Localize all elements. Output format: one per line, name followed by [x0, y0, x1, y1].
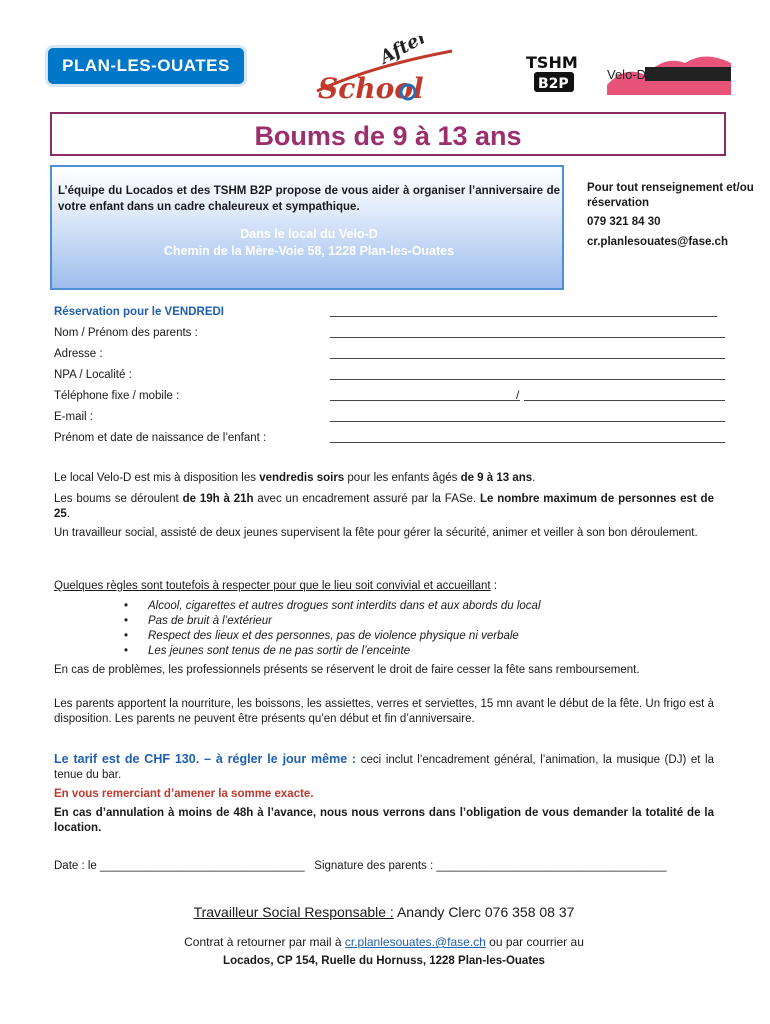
- p1-friday: vendredis soirs: [259, 472, 345, 484]
- field-label-npa: NPA / Localité :: [54, 369, 132, 381]
- paragraph-availability: [54, 471, 714, 486]
- responsible-line: [54, 904, 714, 920]
- p1-end: .: [532, 472, 536, 484]
- phone-line[interactable]: [330, 388, 725, 409]
- p2-hours: de 19h à 21h: [182, 493, 254, 505]
- date-field[interactable]: Date : le ________________________________: [54, 860, 305, 872]
- rule-item: • Respect des lieux et des personnes, pas de violence physique ni verbale: [148, 629, 708, 644]
- field-label-email: E-mail :: [54, 411, 93, 423]
- field-label-parents: Nom / Prénom des parents :: [54, 327, 198, 339]
- signature-row: [54, 859, 714, 874]
- contract-email-link[interactable]: cr.planlesouates.@fase.ch: [344, 935, 486, 949]
- rules-intro: [54, 579, 714, 594]
- rules-intro-colon: :: [490, 580, 498, 592]
- field-label-phone: Téléphone fixe / mobile :: [54, 390, 180, 402]
- contact-phone: 079 321 84 30: [587, 216, 661, 228]
- after-school-logo: [312, 36, 462, 106]
- velo-d-logo: [605, 45, 733, 105]
- school-text: School: [318, 72, 424, 105]
- rule-item: • Les jeunes sont tenus de ne pas sortir de l’enceinte: [148, 644, 708, 659]
- contract-text-a: Contrat à retourner par mail à: [184, 935, 345, 949]
- intro-text: L’équipe du Locados et des TSHM B2P propose de vous aider à organiser l’anniversaire de votre enfant dans un cadre chaleureux et sympathique.: [58, 185, 560, 213]
- field-label-address: Adresse :: [54, 348, 103, 360]
- contract-text-b: ou par courrier au: [485, 935, 584, 949]
- rules-list: [148, 599, 708, 659]
- rule-item: • Pas de bruit à l’extérieur: [148, 614, 708, 629]
- phone-slash: /: [516, 388, 520, 402]
- contact-block: [587, 181, 757, 252]
- thanks-note: En vous remerciant d’amener la somme exacte.: [54, 788, 314, 800]
- p2-end: .: [66, 508, 70, 520]
- npa-line[interactable]: [330, 367, 725, 388]
- rules-intro-text: Quelques règles sont toutefois à respecter pour que le lieu soit convivial et accueillant: [54, 580, 491, 592]
- address-line[interactable]: [330, 346, 725, 367]
- contact-email: cr.planlesouates@fase.ch: [587, 236, 728, 248]
- price-label: Le tarif est de CHF 130. – à régler le jour même :: [54, 752, 357, 766]
- after-text: After: [376, 36, 432, 69]
- location-block: [58, 226, 560, 260]
- rule-item: • Alcool, cigarettes et autres drogues sont interdits dans et aux abords du local: [148, 599, 708, 614]
- form-lines: [330, 304, 725, 451]
- responsible-name: Anandy Clerc 076 358 08 37: [393, 904, 575, 920]
- p1-age: de 9 à 13 ans: [460, 472, 533, 484]
- p2-text-a: Les boums se déroulent: [54, 493, 183, 505]
- velo-d-logo-graphic: [605, 45, 733, 105]
- price-details: ceci inclut l’encadrement général, l’animation, la musique (DJ) et la tenue du bar.: [54, 754, 714, 781]
- location-name: Dans le local du Velo-D: [240, 227, 378, 241]
- page-title: Boums de 9 à 13 ans: [254, 121, 522, 151]
- reservation-label: Réservation pour le VENDREDI: [54, 306, 224, 318]
- paragraph-supervision: Un travailleur social, assisté de deux jeunes supervisent la fête pour gérer la sécurité, animer et veiller à son bon déroulement.: [54, 527, 698, 539]
- velo-text: Velo-D: [607, 67, 647, 82]
- plan-les-ouates-badge: PLAN-LES-OUATES: [45, 45, 247, 87]
- tshm-b2p-logo-graphic: [520, 48, 590, 98]
- cancellation-note: En cas d’annulation à moins de 48h à l’avance, nous nous verrons dans l’obligation de vous demander la totalité de la location.: [54, 807, 714, 834]
- responsible-label: Travailleur Social Responsable :: [193, 904, 394, 920]
- location-address: Chemin de la Mère-Voie 58, 1228 Plan-les-Ouates: [163, 244, 455, 258]
- tshm-b2p-logo: [520, 48, 590, 98]
- signature-field[interactable]: Signature des parents : ____________________________________: [314, 860, 667, 872]
- email-line[interactable]: [330, 409, 725, 430]
- title-box: [50, 112, 726, 156]
- parents-line[interactable]: [330, 325, 725, 346]
- paragraph-price: [54, 752, 714, 783]
- form-labels: [54, 304, 334, 451]
- p2-max: Le nombre maximum de personnes est de 25: [54, 493, 714, 520]
- p1-text-a: Le local Velo-D est mis à disposition les: [54, 472, 260, 484]
- contact-label: Pour tout renseignement et/ou réservation: [587, 182, 754, 209]
- tshm-text: TSHM: [526, 53, 578, 72]
- p2-text-c: avec un encadrement assuré par la FASe.: [253, 493, 480, 505]
- field-label-child: Prénom et date de naissance de l’enfant :: [54, 432, 267, 444]
- postal-address: Locados, CP 154, Ruelle du Hornuss, 1228 Plan-les-Ouates: [223, 955, 545, 967]
- p1-text-c: pour les enfants âgés: [344, 472, 461, 484]
- b2p-text: B2P: [538, 76, 569, 92]
- paragraph-parents: Les parents apportent la nourriture, les boissons, les assiettes, verres et serviettes, 15 mn avant le début de la fête. Un frigo est à disposition. Les parents ne peuvent être présents qu’en début et fin d’anniversaire.: [54, 698, 714, 725]
- paragraph-problems: En cas de problèmes, les professionnels présents se réservent le droit de faire cesser la fête sans remboursement.: [54, 664, 640, 676]
- after-school-logo-graphic: [312, 36, 462, 106]
- contract-line: [54, 935, 714, 949]
- paragraph-schedule: [54, 492, 714, 522]
- reservation-line[interactable]: [330, 304, 725, 325]
- child-line[interactable]: [330, 430, 725, 451]
